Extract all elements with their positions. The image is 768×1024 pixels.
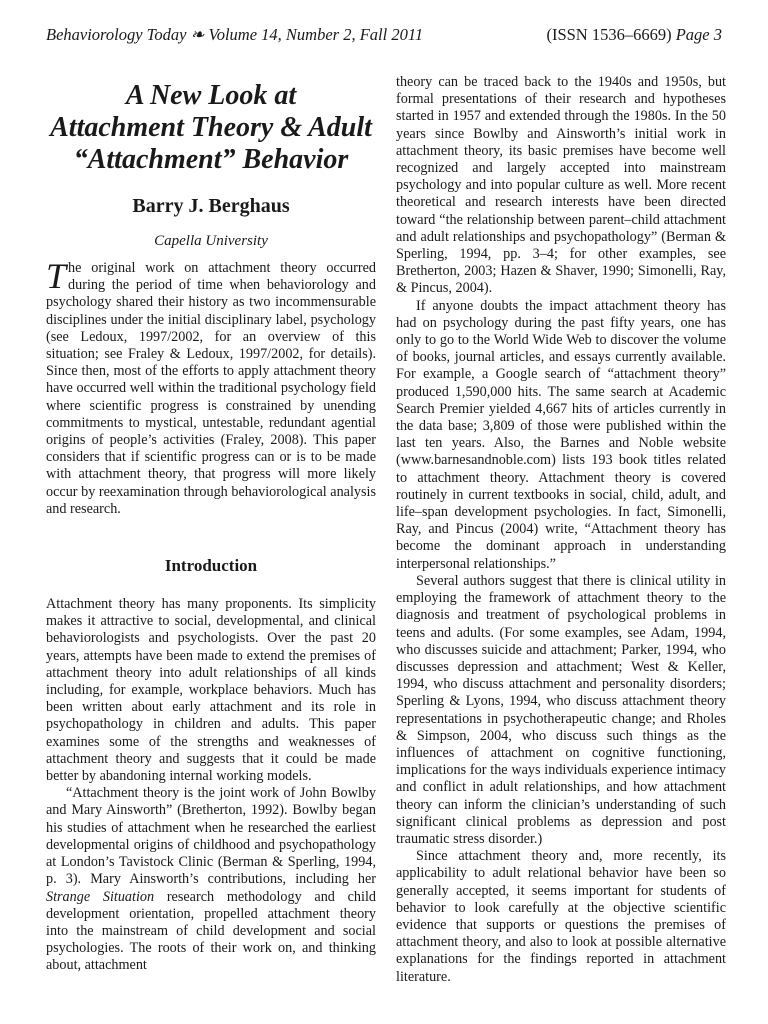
drop-cap: T [46,256,67,296]
right-column [396,74,726,986]
running-header [46,25,722,51]
intro-p2-text-a: “Attachment theory is the joint work of John Bowlby and Mary Ainsworth” (Bretherton, 1992). Bowlby began his studies of attachment when he researched the earliest developmental origins of childhood and psychopathology at London’s Tavistock Clinic (Berman & Sperling, 1994, p. 3). Mary Ainsworth’s contributions, including her [46,785,376,888]
page-number: Page 3 [675,25,722,44]
body-paragraph-3: Several authors suggest that there is clinical utility in employing the framework of attachment theory to the diagnosis and treatment of psychological problems in teens and adults. (For some examples, see Adam, 1994, who discusses suicide and attachment; Parker, 1994, who discusses depression and attachment; West & Keller, 1994, who discuss attachment and personality disorders; Sperling & Lyons, 1994, who discuss attachment theory representations in psychotherapeutic change; and Rholes & Simpson, 2004, who discuss such things as the influences of attachment on cognitive functioning, implications for the ways individuals experience intimacy and conflict in adult relationships, and how attachment theory can inform the clinician’s understanding of such significant clinical problems as depression and post traumatic stress disorder.) [396,572,726,847]
abstract-text: he original work on attachment theory occurred during the period of time when behaviorology and psychology shared their history as two incommensurable disciplines under the initial disciplinary label, psychology (see Ledoux, 1997/2002, for an overview of this situation; see Fraley & Ledoux, 1997/2002, for details). Since then, most of the efforts to apply attachment theory have occurred well within the traditional psychology field where scientific progress is constrained by unending commitments to mystical, untestable, redundant agential origins of people’s activities (Fraley, 2008). This paper considers that if scientific progress can or is to be made with attachment theory, that progress will more likely occur by reexamination through behaviorological analysis and research. [46,260,376,517]
body-paragraph-4: Since attachment theory and, more recently, its applicability to adult relational behavior have been so generally accepted, it seems important for students of behavior to look carefully at the objective scientific evidence that supports or questions the premises of attachment theory, and also to look at possible alternative explanations for the findings reported in attachment literature. [396,848,726,985]
article-title [46,80,376,176]
issn: (ISSN 1536–6669) [546,25,672,44]
body-paragraph-1: theory can be traced back to the 1940s and 1950s, but formal presentations of their research and hypotheses started in 1957 and extended through the 1980s. In the 50 years since Bowlby and Ainsworth’s initial work in attachment theory, its basic premises have become well recognized and largely accepted into mainstream psychology and into popular culture as well. More recent theoretical and research interests have been directed toward “the relationship between parent–child attachment and adult relationships and psychopathology” (Berman & Sperling, 1994, pp. 3–4; for other examples, see Bretherton, 2003; Hazen & Shaver, 1990; Simonelli, Ray, & Pincus, 2004). [396,74,726,297]
strange-situation-emphasis: Strange Situation [46,888,155,905]
intro-p2-text-b: research methodology and child development orientation, propelled attachment theory into the mainstream of child development and social psychologies. The roots of their work on, and thinking about, attachment [46,888,376,974]
fleuron-ornament: ❧ [190,25,205,44]
body-paragraph-2: If anyone doubts the impact attachment theory has had on psychology during the past fifty years, one has only to go to the World Wide Web to discover the volume of books, journal articles, and essays currently available. For example, a Google search of “attachment theory” produced 1,590,000 hits. The same search at Academic Search Premier yielded 4,667 hits of articles currently in the data base; 3,809 of those were published within the last ten years. Also, the Barnes and Noble website (www.barnesandnoble.com) lists 193 book titles related to attachment theory. Attachment theory is covered routinely in current textbooks in social, child, adult, and life–span development psychologies. In fact, Simonelli, Ray, and Pincus (2004) write, “Attachment theory has become the dominant approach in understanding interpersonal relationships.” [396,297,726,572]
title-line-3: “Attachment” Behavior [73,144,349,175]
author-affiliation: Capella University [154,233,268,249]
intro-paragraph-1: Attachment theory has many proponents. Its simplicity makes it attractive to social, developmental, and clinical behaviorologists and psychologists. Over the past 20 years, attempts have been made to extend the premises of attachment theory into adult relationships of all kinds including, for example, workplace behaviors. Much has been written about early attachment and its role in psychopathology in children and adults. This paper examines some of the strengths and weaknesses of attachment theory and suggests that it could be made better by abandoning internal working models. [46,596,376,785]
section-heading-introduction: Introduction [164,556,258,576]
header-left [46,25,423,45]
intro-paragraph-2 [46,785,376,974]
journal-name: Behaviorology Today [46,25,187,44]
volume-info: Volume 14, Number 2, Fall 2011 [208,25,424,44]
author-name: Barry J. Berghaus [132,195,290,217]
abstract-paragraph [46,256,376,518]
left-column [46,74,376,975]
header-right [546,25,722,45]
title-line-1: A New Look at [125,80,297,111]
title-line-2: Attachment Theory & Adult [50,112,372,143]
